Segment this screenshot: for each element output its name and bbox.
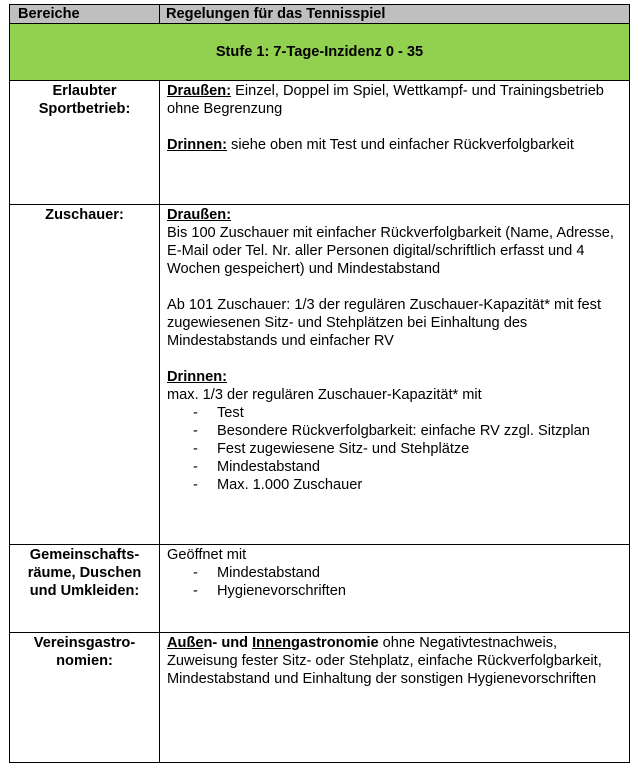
gastro-text [167,634,623,688]
list-item: - Hygienevorschriften [167,582,623,600]
label-gemeinschaftsraeume [10,545,160,633]
indoor-heading: Drinnen: [167,137,227,153]
outdoor-heading: Draußen: [167,83,232,99]
content-gemeinschaftsraeume [160,545,630,633]
regulations-table [9,4,630,763]
row-sportbetrieb [10,81,630,205]
gastro-part1: Auße [167,635,204,651]
zuschauer-indoor-heading: Drinnen: [167,369,227,385]
stufe-title: Stufe 1: 7-Tage-Inzidenz 0 - 35 [10,24,630,81]
label-line: räume, Duschen [27,565,142,581]
row-zuschauer [10,205,630,545]
list-item: - Test [167,404,623,422]
list-item: - Besondere Rückverfolgbarkeit: einfache RV zzgl. Sitzplan [167,422,623,440]
label-line: Gemeinschafts- [29,547,140,563]
indoor-text: siehe oben mit Test und einfacher Rückverfolgbarkeit [227,137,574,153]
zuschauer-outdoor-para1: Bis 100 Zuschauer mit einfacher Rückverfolgbarkeit (Name, Adresse, E-Mail oder Tel. Nr. aller Personen digital/schriftlich erfasst und 4 Wochen gespeichert) und Mindestabstand [167,225,614,277]
row-gemeinschaftsraeume [10,545,630,633]
gastro-part4: gastronomie [291,635,379,651]
label-line: Sportbetrieb: [38,101,131,117]
zuschauer-outdoor-heading: Draußen: [167,207,232,223]
sport-outdoor [167,82,623,118]
label-line: und Umkleiden: [29,583,140,599]
outdoor-text: Einzel, Doppel im Spiel, Wettkampf- und Trainingsbetrieb ohne Begrenzung [167,83,604,117]
header-bereiche: Bereiche [10,5,160,24]
list-item: - Mindestabstand [167,564,623,582]
zuschauer-outdoor-para2: Ab 101 Zuschauer: 1/3 der regulären Zuschauer-Kapazität* mit fest zugewiesenen Sitz- und Stehplätzen bei Einhaltung des Mindestabstands und einfacher RV [167,297,601,349]
list-item: - Mindestabstand [167,458,623,476]
gemeinschaft-list [167,564,623,600]
content-sportbetrieb [160,81,630,205]
gastro-rest: ohne Negativtestnachweis, Zuweisung fester Sitz- oder Stehplatz, einfache Rückverfolgbarkeit, Mindestabstand und Einhaltung der sonstigen Hygienevorschriften [167,635,602,687]
label-line: nomien: [56,653,113,669]
gastro-part3: Innen [252,635,292,651]
list-item: - Fest zugewiesene Sitz- und Stehplätze [167,440,623,458]
label-line: Vereinsgastro- [33,635,136,651]
zuschauer-indoor-list [167,404,623,494]
content-vereinsgastronomie [160,633,630,763]
gastro-part2: n- und [203,635,253,651]
label-vereinsgastronomie [10,633,160,763]
header-regelungen: Regelungen für das Tennisspiel [160,5,630,24]
label-sportbetrieb [10,81,160,205]
header-row [10,5,630,24]
list-item: - Max. 1.000 Zuschauer [167,476,623,494]
sport-indoor [167,136,623,154]
label-zuschauer: Zuschauer: [10,205,160,545]
zuschauer-indoor-intro: max. 1/3 der regulären Zuschauer-Kapazität* mit [167,387,482,403]
label-line: Erlaubter [52,83,117,99]
gemeinschaft-intro: Geöffnet mit [167,547,247,563]
content-zuschauer [160,205,630,545]
row-vereinsgastronomie [10,633,630,763]
stufe-row [10,24,630,81]
